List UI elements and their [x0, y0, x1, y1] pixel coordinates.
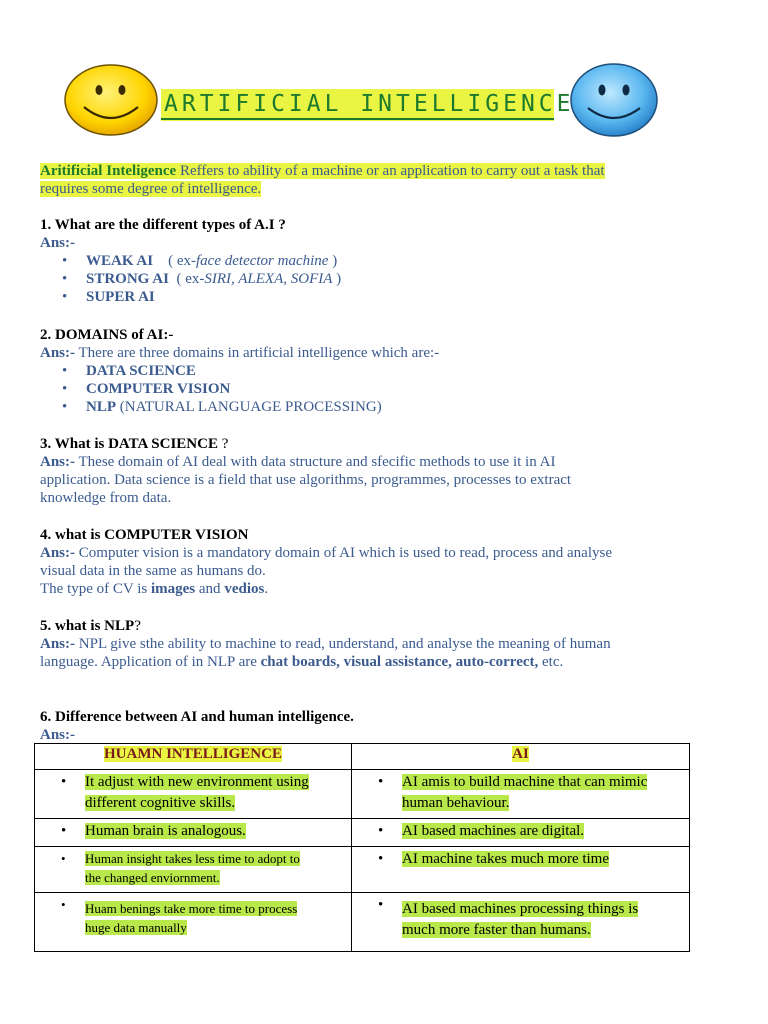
table-header: HUAMN INTELLIGENCE	[35, 744, 352, 770]
list-item: • STRONG AI ( ex-SIRI, ALEXA, SOFIA )	[40, 270, 730, 288]
q4-section: 4. what is COMPUTER VISION Ans:- Computer vision is a mandatory domain of AI which is used to read, process and analyse visual data in the same as humans do. The type of CV is images and vedios.	[40, 526, 740, 598]
intro-line1: Reffers to ability of a machine or an application to carry out a task that	[176, 163, 605, 179]
q3-section: 3. What is DATA SCIENCE ? Ans:- These domain of AI deal with data structure and sfecific methods to use it in AI application. Data science is a field that use algorithms, programmes, processes to extract knowledge from data.	[40, 435, 740, 507]
table-row: • Huam benings take more time to process huge data manually • AI based machines processing things is much more faster than humans.	[35, 893, 690, 952]
table-row: • It adjust with new environment using different cognitive skills. • AI amis to build machine that can mimic human behaviour.	[35, 770, 690, 819]
table-row: • Human insight takes less time to adopt to the changed enviornment. • AI machine takes much more time	[35, 847, 690, 893]
page-title: ARTIFICIAL INTELLIGENCE	[164, 91, 575, 117]
table-header-row	[35, 744, 690, 770]
intro-term: Aritificial Inteligence	[40, 163, 177, 179]
list-item: • DATA SCIENCE	[40, 362, 730, 380]
q5-question: 5. what is NLP?	[40, 618, 141, 634]
q1-section	[40, 216, 730, 306]
q4-question: 4. what is COMPUTER VISION	[40, 527, 249, 543]
blue-smiley-icon	[568, 62, 660, 138]
q6-section: 6. Difference between AI and human intelligence. Ans:-	[40, 708, 740, 744]
intro-line2: requires some degree of intelligence.	[40, 181, 262, 197]
list-item: • SUPER AI	[40, 288, 730, 306]
list-item: • WEAK AI ( ex-face detector machine )	[40, 252, 730, 270]
q2-question: 2. DOMAINS of AI:-	[40, 327, 174, 343]
q2-section: 2. DOMAINS of AI:- Ans:- There are three domains in artificial intelligence which are:- • DATA SCIENCE • COMPUTER VISION • NLP (NATURAL LANGUAGE PROCESSING)	[40, 326, 730, 416]
q3-question: 3. What is DATA SCIENCE ?	[40, 436, 229, 452]
yellow-smiley-icon	[62, 63, 160, 137]
q2-list	[40, 362, 730, 416]
table-row: • Human brain is analogous. • AI based machines are digital.	[35, 819, 690, 847]
q1-ans-label: Ans:-	[40, 235, 76, 251]
q1-list	[40, 252, 730, 306]
q2-answer: There are three domains in artificial intelligence which are:-	[75, 345, 440, 361]
q5-section: 5. what is NLP? Ans:- NPL give sthe ability to machine to read, understand, and analyse the meaning of human language. Application of in NLP are chat boards, visual assistance, auto-correct, etc.	[40, 617, 740, 671]
q6-question: 6. Difference between AI and human intelligence.	[40, 709, 354, 725]
table-header: AI	[352, 744, 690, 770]
list-item: • COMPUTER VISION	[40, 380, 730, 398]
intro-paragraph	[40, 162, 730, 198]
q1-question: 1. What are the different types of A.I ?	[40, 217, 286, 233]
list-item: • NLP (NATURAL LANGUAGE PROCESSING)	[40, 398, 730, 416]
title-underline	[161, 118, 554, 120]
comparison-table	[34, 743, 690, 952]
